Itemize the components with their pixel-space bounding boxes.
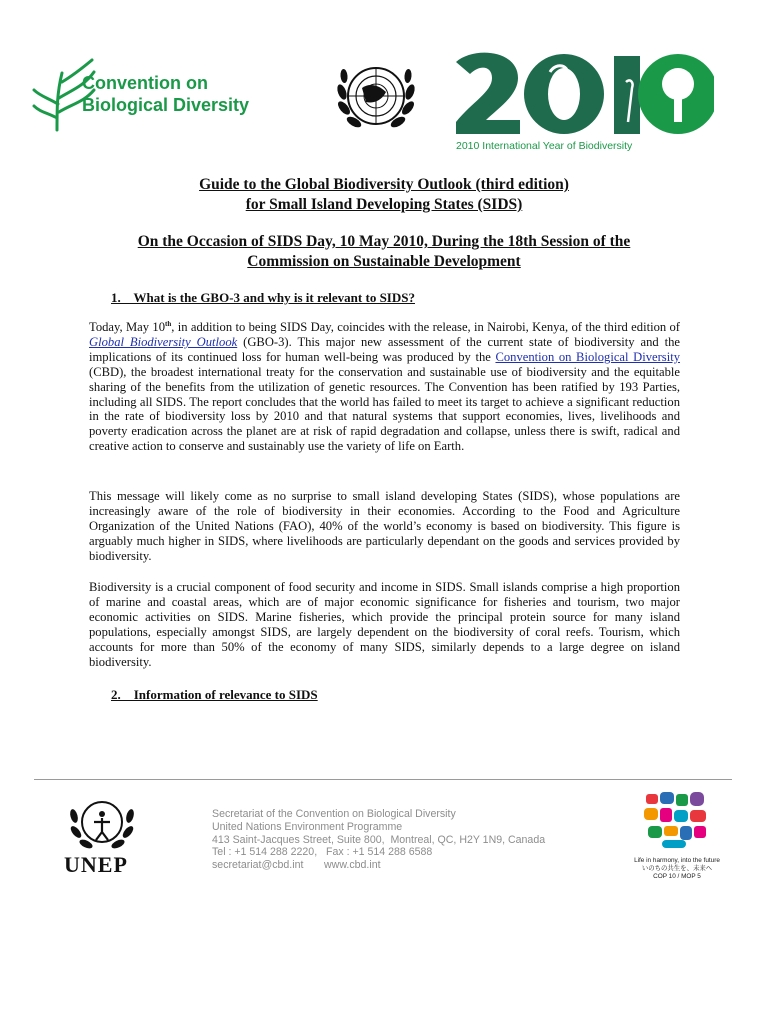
occasion-line2: Commission on Sustainable Development	[247, 253, 521, 270]
occasion-title	[0, 232, 768, 272]
para1-text-a: Today, May 10	[89, 320, 165, 334]
cop-caption-line3: COP 10 / MOP 5	[653, 873, 701, 880]
para1-sup: th	[165, 319, 172, 328]
cbd-name-line1: Convention on	[82, 73, 208, 93]
title-line2: for Small Island Developing States (SIDS)	[245, 196, 523, 213]
header	[0, 50, 768, 150]
cop-caption-line1: Life in harmony, into the future	[634, 857, 720, 864]
iyb-2010-logo-icon	[452, 52, 714, 152]
footer-line3: 413 Saint-Jacques Street, Suite 800, Montreal, QC, H2Y 1N9, Canada	[212, 833, 546, 846]
footer-line2: United Nations Environment Programme	[212, 820, 403, 833]
title-line1: Guide to the Global Biodiversity Outlook (third edition)	[199, 176, 569, 193]
gbo-link-text: Global Biodiversity Outlook	[89, 334, 238, 349]
unep-label: UNEP	[64, 852, 128, 877]
footer-line4: Tel : +1 514 288 2220, Fax : +1 514 288 6588	[212, 846, 433, 859]
para1-text-d: (CBD), the broadest international treaty for the conservation and sustainable use of biodiversity and the equitable sharing of the benefits from the utilization of genetic resources. The Convention has been ratified by 193 Parties, including all SIDS. The report concludes that the world has failed to meet its target to achieve a significant reduction in the rate of biodiversity loss by 2010 and that natural systems that support economies, lives, livelihoods and poverty eradication across the planet are at risk of rapid degradation and collapse, unless there is swift, radical and creative action to conserve and sustainably use the variety of life on Earth.	[89, 364, 680, 454]
paragraph-3: Biodiversity is a crucial component of food security and income in SIDS. Small islands comprise a high proportion of marine and coastal areas, which are of major economic significance for fisheries and tourism, two major economic activities on SIDS. Marine fisheries, which provide the principal protein source for many island populations, especially amongst SIDS, are largely dependent on the biodiversity of coral reefs. Tourism, which accounts for more than 50% of the economy of many SIDS, similarly depends to a large degree on island biodiversity.	[89, 580, 680, 669]
paragraph-1	[89, 320, 680, 454]
para1-text-c: (GBO-3). This major new assessment of the current state of biodiversity and the implications of its continued loss for human well-being was produced by the	[89, 334, 680, 364]
section2-heading: 2. Information of relevance to SIDS	[111, 687, 318, 702]
unep-emblem-icon	[64, 792, 140, 852]
cop10-caption	[622, 857, 732, 881]
footer-line5: secretariat@cbd.int www.cbd.int	[212, 859, 381, 872]
footer-divider	[34, 779, 732, 780]
footer-address	[212, 808, 545, 872]
iyb-caption: 2010 International Year of Biodiversity	[456, 140, 633, 152]
un-emblem-icon	[330, 52, 422, 144]
cop10-animals-logo-icon	[640, 788, 716, 852]
document-title	[0, 175, 768, 215]
section1-heading: 1. What is the GBO-3 and why is it relevant to SIDS?	[111, 290, 415, 305]
para1-text-b: , in addition to being SIDS Day, coincides with the release, in Nairobi, Kenya, of the third edition of	[171, 320, 680, 334]
cbd-link[interactable]: Convention on Biological Diversity	[495, 349, 680, 364]
gbo-link[interactable]	[89, 335, 237, 349]
footer-line1: Secretariat of the Convention on Biological Diversity	[212, 808, 456, 820]
occasion-line1: On the Occasion of SIDS Day, 10 May 2010, During the 18th Session of the	[137, 233, 631, 250]
cop-caption-line2: いのちの共生を、未来へ	[641, 865, 713, 872]
paragraph-2: This message will likely come as no surprise to small island developing States (SIDS), whose populations are increasingly aware of the role of biodiversity in their economies. According to the Food and Agriculture Organization of the United Nations (FAO), 40% of the world’s economy is based on biodiversity. This figure is arguably much higher in SIDS, where livelihoods are particularly dependant on the goods and services provided by biodiversity.	[89, 489, 680, 563]
cbd-name-line2: Biological Diversity	[82, 95, 250, 115]
cbd-wordmark	[82, 72, 249, 116]
